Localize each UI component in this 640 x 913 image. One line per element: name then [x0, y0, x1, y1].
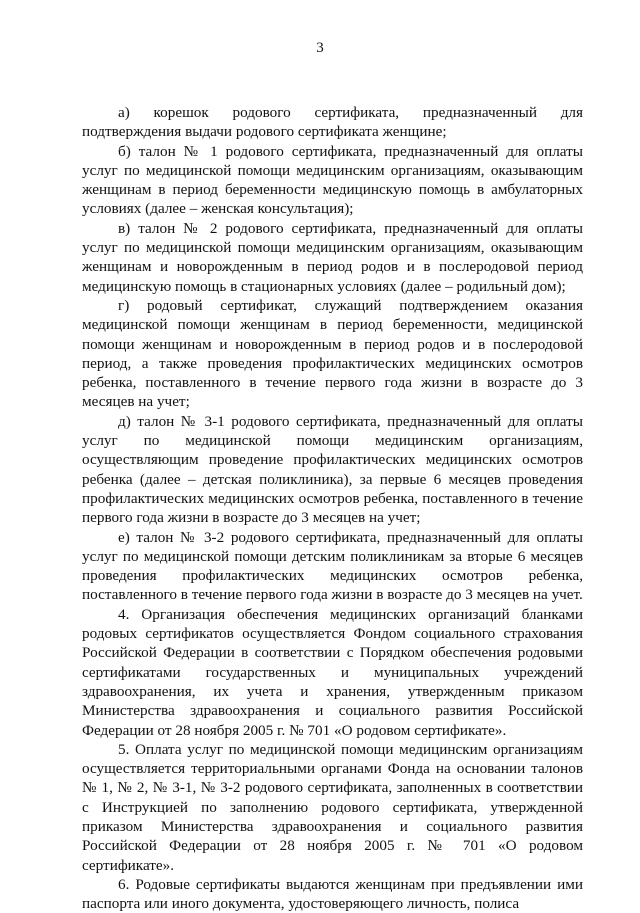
paragraph-b-coupon-1: б) талон № 1 родового сертификата, предназначенный для оплаты услуг по медицинской помощи медицинским организациям, оказывающим женщинам в период беременности медицинскую помощь в амбулаторных условиях (далее – женская консультация); — [82, 142, 583, 218]
paragraph-d-coupon-3-1: д) талон № 3-1 родового сертификата, предназначенный для оплаты услуг по медицинской помощи медицинским организациям, осуществляющим проведение профилактических медицинских осмотров ребенка (далее – детская поликлиника), за первые 6 месяцев проведения профилактических медицинских осмотров ребенка, поставленного в течение первого года жизни в возрасте до 3 месяцев на учет; — [82, 412, 583, 527]
page-number: 3 — [316, 40, 324, 56]
paragraph-6-issuance: 6. Родовые сертификаты выдаются женщинам при предъявлении ими паспорта или иного документа, удостоверяющего личность, полиса — [82, 875, 583, 913]
paragraph-a-stub: а) корешок родового сертификата, предназначенный для подтверждения выдачи родового сертификата женщине; — [82, 104, 583, 141]
paragraph-e-coupon-3-2: е) талон № 3-2 родового сертификата, предназначенный для оплаты услуг по медицинской помощи детским поликлиникам за вторые 6 месяцев проведения профилактических медицинских осмотров ребенка, поставленного в течение первого года жизни в возрасте до 3 месяцев на учет. — [82, 528, 583, 604]
paragraph-5-payment: 5. Оплата услуг по медицинской помощи медицинским организациям осуществляется территориальными органами Фонда на основании талонов № 1, № 2, № 3-1, № 3-2 родового сертификата, заполненных в соответствии с Инструкцией по заполнению родового сертификата, утвержденной приказом Министерства здравоохранения и социального развития Российской Федерации от 28 ноября 2005 г. № 701 «О родовом сертификате». — [82, 740, 583, 874]
paragraph-g-certificate: г) родовый сертификат, служащий подтверждением оказания медицинской помощи женщинам в период беременности, медицинской помощи женщинам и новорожденным в период родов и в послеродовой период, а также проведения профилактических медицинских осмотров ребенка, поставленного в течение первого года жизни в возрасте до 3 месяцев на учет; — [82, 296, 583, 411]
document-body — [82, 103, 583, 913]
paragraph-4-organization: 4. Организация обеспечения медицинских организаций бланками родовых сертификатов осуществляется Фондом социального страхования Российской Федерации в соответствии с Порядком обеспечения родовыми сертификатами государственных и муниципальных учреждений здравоохранения, их учета и хранения, утвержденным приказом Министерства здравоохранения и социального развития Российской Федерации от 28 ноября 2005 г. № 701 «О родовом сертификате». — [82, 605, 583, 739]
paragraph-v-coupon-2: в) талон № 2 родового сертификата, предназначенный для оплаты услуг по медицинской помощи медицинским организациям, оказывающим женщинам и новорожденным в период родов и в послеродовой период медицинскую помощь в стационарных условиях (далее – родильный дом); — [82, 219, 583, 295]
